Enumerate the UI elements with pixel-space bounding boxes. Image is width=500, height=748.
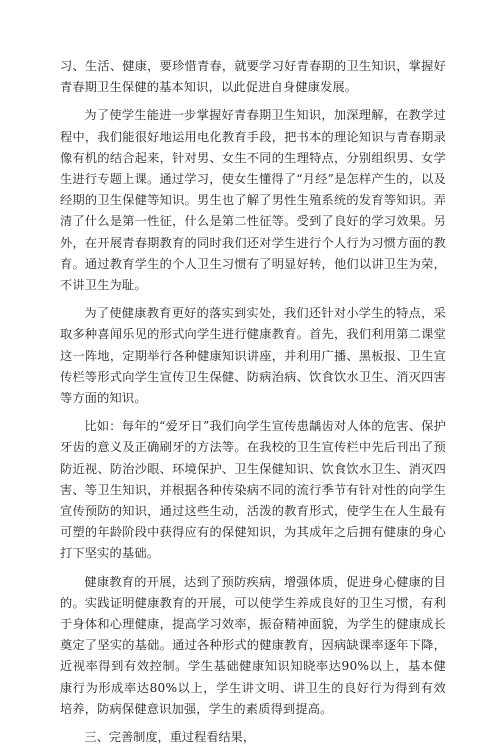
body-paragraph-1: 习、生活、健康，要珍惜青春，就要学习好青春期的卫生知识，掌握好青春期卫生保健的基本知识，以此促进自身健康发展。	[60, 59, 446, 95]
section-heading: 三、完善制度，重过程看结果，	[84, 730, 256, 745]
body-paragraph-2: 为了使学生能进一步掌握好青春期卫生知识，加深理解，在教学过程中，我们能很好地运用电化教育手段，把书本的理论知识与青春期录像有机的结合起来，针对男、女生不同的生理特点，分别组织男、女学生进行专题上课。通过学习，使女生懂得了“月经”是怎样产生的，以及经期的卫生保健等知识。男生也了解了男性生殖系统的发育等知识。弄清了什么是第一性征，什么是第二性征等。受到了良好的学习效果。另外，在开展青春期教育的同时我们还对学生进行个人行为习惯方面的教育。通过教育学生的个人卫生习惯有了明显好转，他们以讲卫生为荣，不讲卫生为耻。	[60, 108, 446, 293]
document-page	[60, 56, 446, 748]
body-paragraph-4: 比如：每年的“爱牙日”我们向学生宣传患龋齿对人体的危害、保护牙齿的意义及正确刷牙的方法等。在我校的卫生宣传栏中先后刊出了预防近视、防治沙眼、环境保护、卫生保健知识、饮食饮水卫生、消灭四害、等卫生知识，并根据各种传染病不同的流行季节有针对性的向学生宣传预防的知识，通过这些生动，活泼的教育形式，使学生在人生最有可塑的年龄阶段中获得应有的保健知识，为其成年之后拥有健康的身心打下坚实的基础。	[60, 419, 446, 561]
body-paragraph-3: 为了使健康教育更好的落实到实处，我们还针对小学生的特点，采取多种喜闻乐见的形式向学生进行健康教育。首先，我们利用第二课堂这一阵地，定期举行各种健康知识讲座，并利用广播、黑板报、卫生宣传栏等形式向学生宣传卫生保健、防病治病、饮食饮水卫生、消灭四害等方面的知识。	[60, 306, 446, 406]
body-paragraph-5: 健康教育的开展，达到了预防疾病，增强体质，促进身心健康的目的。实践证明健康教育的开展，可以使学生养成良好的卫生习惯，有利于身体和心理健康，提高学习效率，振奋精神面貌，为学生的健康成长奠定了坚实的基础。通过各种形式的健康教育，因病缺课率逐年下降，近视率得到有效控制。学生基础健康知识知晓率达90%以上，基本健康行为形成率达80%以上，学生讲文明、讲卫生的良好行为得到有效培养，防病保健意识加强，学生的素质得到提高。	[60, 574, 446, 716]
